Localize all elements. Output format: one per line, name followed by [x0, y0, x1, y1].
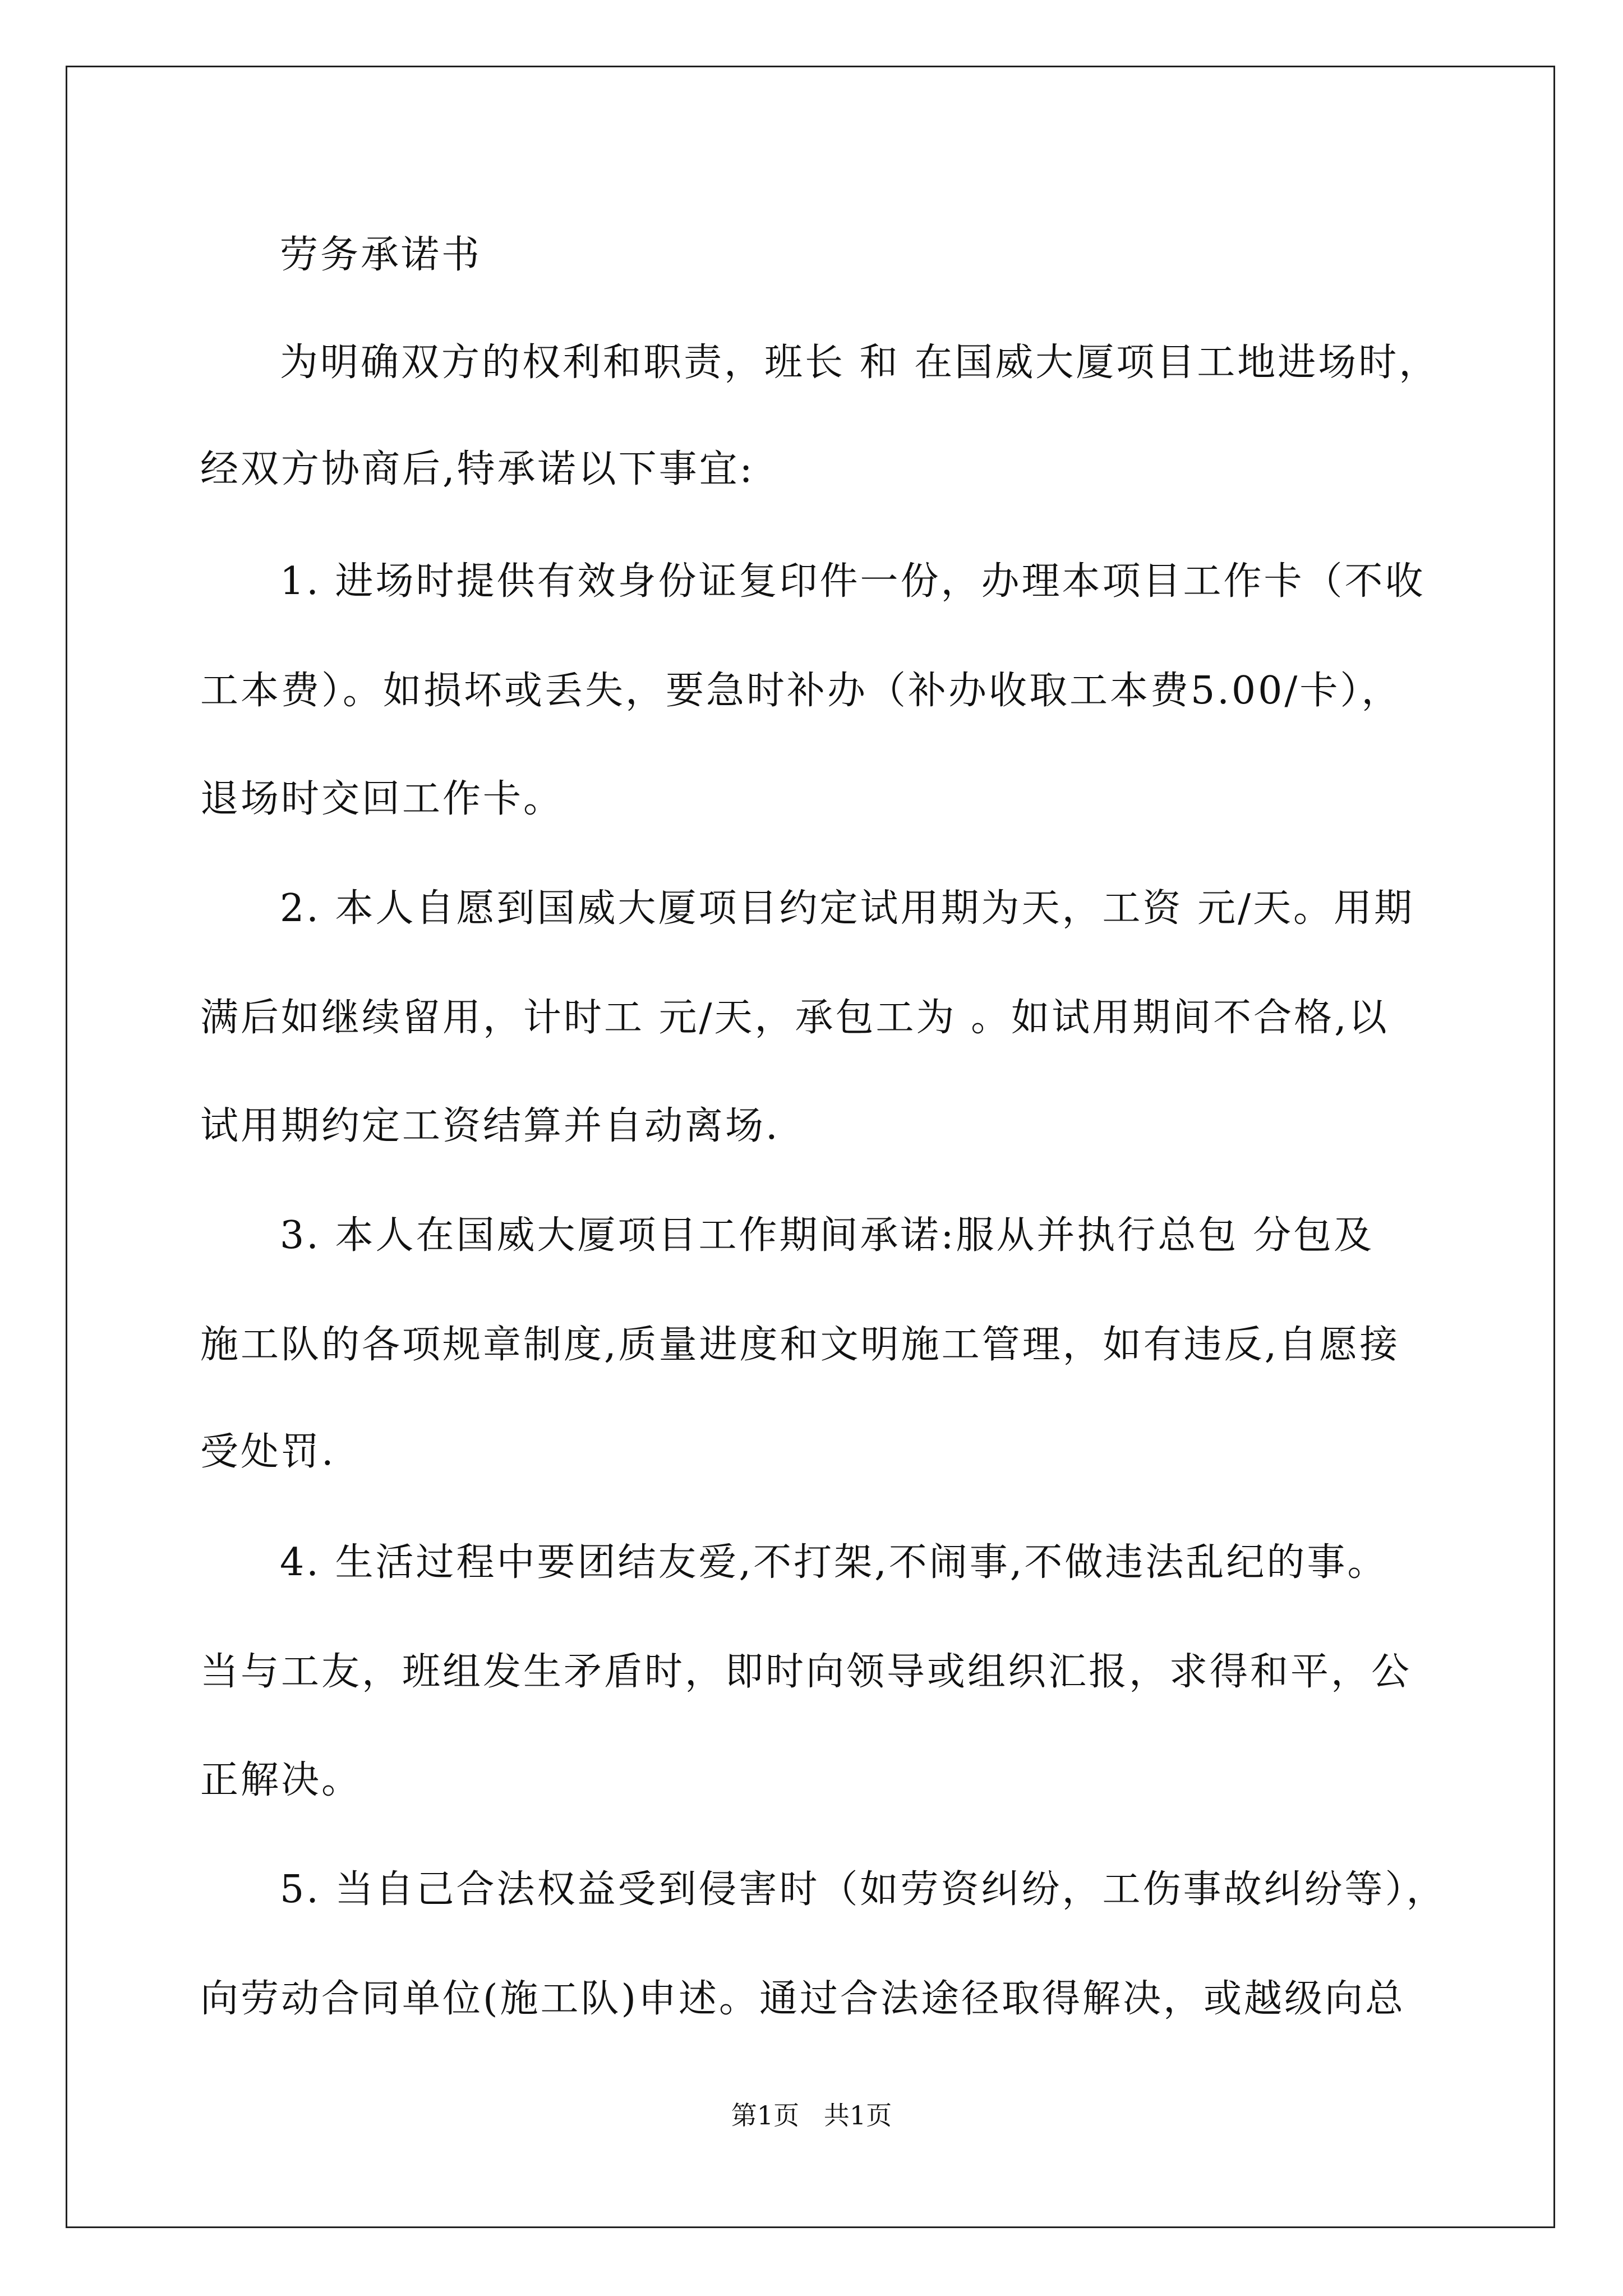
item-1-line-1: 1. 进场时提供有效身份证复印件一份，办理本项目工作卡（不收 — [280, 559, 1426, 604]
item-4-line-1: 4. 生活过程中要团结友爱,不打架,不闹事,不做违法乱纪的事。 — [280, 1540, 1388, 1585]
item-5-line-2: 向劳动合同单位(施工队)申述。通过合法途径取得解决，或越级向总 — [200, 1977, 1406, 2021]
item-4-line-2: 当与工友，班组发生矛盾时，即时向领导或组织汇报，求得和平，公 — [200, 1650, 1412, 1694]
item-2-line-2: 满后如继续留用，计时工 元/天，承包工为 。如试用期间不合格,以 — [200, 996, 1389, 1040]
item-3-line-2: 施工队的各项规章制度,质量进度和文明施工管理，如有违反,自愿接 — [200, 1323, 1400, 1367]
item-5-line-1: 5. 当自己合法权益受到侵害时（如劳资纠纷，工伤事故纠纷等）， — [280, 1867, 1447, 1912]
page-number: 第1页 共1页 — [731, 2100, 892, 2131]
item-1-line-2: 工本费）。如损坏或丢失，要急时补办（补办收取工本费5.00/卡）， — [200, 669, 1402, 713]
item-2-line-1: 2. 本人自愿到国威大厦项目约定试用期为天，工资 元/天。用期 — [280, 886, 1415, 931]
item-4-line-3: 正解决。 — [200, 1758, 362, 1802]
document-title: 劳务承诺书 — [280, 233, 482, 277]
item-3-line-3: 受处罚. — [200, 1430, 336, 1474]
item-2-line-3: 试用期约定工资结算并自动离场. — [200, 1104, 780, 1148]
item-3-line-1: 3. 本人在国威大厦项目工作期间承诺:服从并执行总包 分包及 — [280, 1213, 1375, 1258]
paragraph-intro-line-1: 为明确双方的权利和职责，班长 和 在国威大厦项目工地进场时， — [280, 341, 1440, 385]
paragraph-intro-line-2: 经双方协商后,特承诺以下事宜: — [200, 447, 755, 491]
item-1-line-3: 退场时交回工作卡。 — [200, 777, 564, 821]
